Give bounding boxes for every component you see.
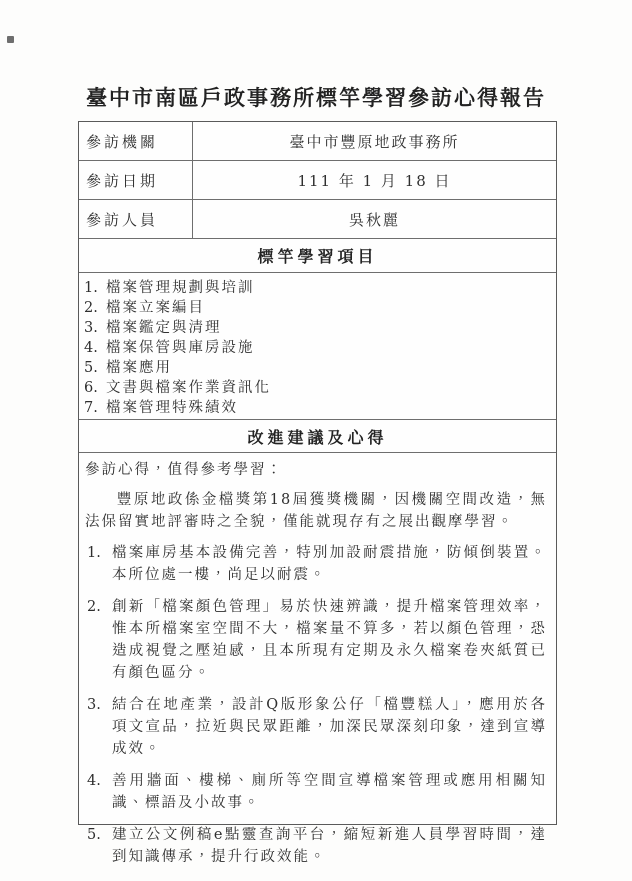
agency-label: 參訪機關 [79,122,193,160]
list-item-text: 檔案管理特殊績效 [106,400,238,416]
list-item-text: 檔案鑑定與清理 [106,320,222,336]
agency-value: 臺中市豐原地政事務所 [289,132,460,151]
feedback-item-number: 3. [87,697,101,713]
feedback-item-text: 結合在地產業，設計Q版形象公仔「檔豐糕人」，應用於各項文宣品，拉近與民眾距離，加深民眾深刻印象，達到宣導成效。 [112,697,547,757]
feedback-item [85,694,547,760]
list-item [82,378,548,398]
feedback-item-number: 4. [87,773,101,789]
table-row-visitor [79,200,556,239]
section-header-learning-items: 標竿學習項目 [79,239,556,273]
list-item [82,318,548,338]
feedback-item-number: 1. [87,545,101,561]
list-item [82,358,548,378]
date-value: 111 年 1 月 18 日 [297,171,452,190]
list-item [82,398,548,418]
scan-artifact-mark [7,36,14,43]
list-item-number: 3. [84,320,98,336]
list-item-text: 檔案應用 [106,360,172,376]
feedback-item [85,596,547,684]
date-label: 參訪日期 [79,161,193,199]
learning-items-list [79,273,556,420]
table-row-date [79,161,556,200]
feedback-paragraph: 豐原地政係金檔獎第18屆獲獎機關，因機關空間改造，無法保留實地評審時之全貌，僅能就現存有之展出觀摩學習。 [85,492,547,530]
list-item-number: 7. [84,400,98,416]
feedback-item-text: 檔案庫房基本設備完善，特別加設耐震措施，防傾倒裝置。本所位處一樓，尚足以耐震。 [112,545,547,583]
feedback-item-text: 創新「檔案顏色管理」易於快速辨識，提升檔案管理效率，惟本所檔案室空間不大，檔案量不算多，若以顏色管理，恐造成視覺之壓迫感，且本所現有定期及永久檔案卷夾紙質已有顏色區分。 [112,599,547,681]
report-table [78,121,557,865]
page-title: 臺中市南區戶政事務所標竿學習參訪心得報告 [86,85,546,110]
list-item-number: 6. [84,380,98,396]
feedback-item-text: 建立公文例稿e點靈查詢平台，縮短新進人員學習時間，達到知識傳承，提升行政效能。 [112,827,547,865]
list-item-number: 1. [84,280,98,296]
list-item [82,298,548,318]
list-item-number: 2. [84,300,98,316]
feedback-item [85,824,547,868]
feedback-item [85,770,547,814]
feedback-intro: 參訪心得，值得參考學習： [85,462,283,478]
section-header-feedback: 改進建議及心得 [79,420,556,453]
feedback-item-number: 5. [87,827,101,843]
list-item [82,278,548,298]
list-item [82,338,548,358]
feedback-item-number: 2. [87,599,101,615]
feedback-content [79,453,556,865]
feedback-item-text: 善用牆面、樓梯、廁所等空間宣導檔案管理或應用相關知識、標語及小故事。 [112,773,547,811]
list-item-text: 檔案管理規劃與培訓 [106,280,255,296]
visitor-value: 吳秋麗 [348,210,400,229]
list-item-text: 檔案保管與庫房設施 [106,340,255,356]
list-item-number: 5. [84,360,98,376]
visitor-label: 參訪人員 [79,200,193,238]
list-item-number: 4. [84,340,98,356]
list-item-text: 文書與檔案作業資訊化 [106,380,271,396]
feedback-item [85,542,547,586]
list-item-text: 檔案立案編目 [106,300,205,316]
table-row-agency [79,122,556,161]
